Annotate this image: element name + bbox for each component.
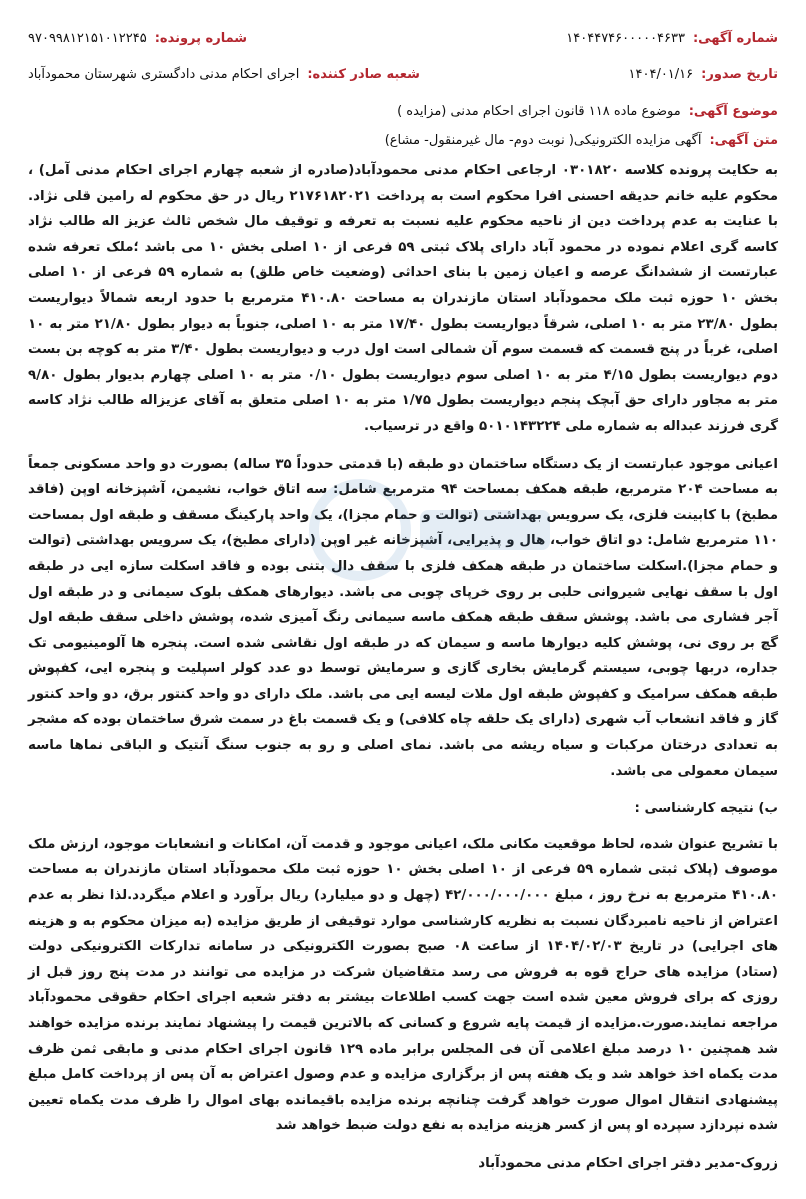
case-number-value: ۹۷۰۹۹۸۱۲۱۵۱۰۱۲۲۴۵ <box>28 30 147 46</box>
branch-label: شعبه صادر کننده: <box>307 66 420 82</box>
notice-body <box>28 158 778 1177</box>
branch-value: اجرای احکام مدنی دادگستری شهرستان محمودآباد <box>28 66 300 82</box>
ad-text-label: متن آگهی: <box>709 133 778 148</box>
subject-label: موضوع آگهی: <box>688 104 778 119</box>
case-number <box>28 31 247 46</box>
result-heading: ب) نتیجه کارشناسی : <box>634 801 778 817</box>
signature: زروک-مدیر دفتر اجرای احکام مدنی محمودآباد <box>478 1155 778 1171</box>
header-row-2 <box>28 62 778 86</box>
header-row-1 <box>28 26 778 50</box>
ad-number-value: ۱۴۰۴۴۷۴۶۰۰۰۰۰۴۶۳۳ <box>566 30 685 46</box>
case-number-label: شماره پرونده: <box>154 30 248 46</box>
subject <box>28 104 778 119</box>
ad-number-label: شماره آگهی: <box>692 30 778 46</box>
ad-text <box>28 133 778 148</box>
paragraph-building: اعیانی موجود عبارتست از یک دستگاه ساختمان دو طبقه (با قدمتی حدوداً ۳۵ ساله) بصورت دو واحد مسکونی جمعاً به مساحت ۲۰۴ مترمربع، طبقه همکف بمساحت ۹۴ مترمربع شامل: سه اتاق خواب، نشیمن، آشپزخانه اوپن (فاقد مطبخ) با کابینت فلزی، یک سرویس بهداشتی (توالت و حمام مجزا)، یک واحد پارکینگ مسقف و طبقه اول بمساحت ۱۱۰ مترمربع شامل: دو اتاق خواب، هال و پذیرایی، آشپزخانه غیر اوپن (دارای مطبخ)، یک سرویس بهداشتی (توالت و حمام مجزا).اسکلت ساختمان در طبقه همکف فلزی با سقف دال بتنی بوده و فاقد اسکلت سازه ایی در طبقه اول با سقف نهایی شیروانی حلبی بر روی خرپای چوبی می باشد. دیوارهای همکف بلوک سیمانی و در طبقه اول آجر فشاری می باشد. پوشش سقف طبقه همکف ماسه سیمانی رنگ آمیزی شده، پوشش داخلی سقف طبقه اول گچ بر روی نی، پوشش کلیه دیوارها ماسه و سیمان که در طبقه اول نقاشی شده است. پنجره ها آلومینیومی تک جداره، دربها چوبی، سیستم گرمایش بخاری گازی و سرمایش توسط دو عدد کولر اسپلیت و پنجره ایی، کفپوش طبقه همکف سرامیک و کفپوش طبقه اول ملات لیسه ایی می باشد. ملک دارای دو واحد کنتور برق، دو واحد کنتور گاز و فاقد انشعاب آب شهری (دارای یک حلقه چاه کلافی) و یک قسمت باغ در سمت شرق ساختمان بوده که مشجر به تعدادی درختان مرکبات و سیاه ریشه می باشد. نمای اصلی و رو به جنوب سنگ آنتیک و الباقی نماها ماسه سیمان معمولی می باشد. <box>28 456 778 779</box>
issuing-branch <box>28 67 420 82</box>
paragraph-result: با تشریح عنوان شده، لحاظ موقعیت مکانی ملک، اعیانی موجود و قدمت آن، امکانات و انشعابات موجود، ارزش ملک موصوف (پلاک ثبتی شماره ۵۹ فرعی از ۱۰ اصلی بخش ۱۰ حوزه ثبت ملک محمودآباد استان مازندران به مساحت ۴۱۰.۸۰ مترمربع به نرخ روز ، مبلغ ۴۲/۰۰۰/۰۰۰/۰۰۰ (چهل و دو میلیارد) ریال برآورد و اعلام میگردد.لذا نظر به عدم اعتراض از ناحیه نامبردگان نسبت به نظریه کارشناسی موارد توقیفی از طریق مزایده (به میزان محکوم به و هزینه های اجرایی) در تاریخ ۱۴۰۴/۰۲/۰۳ از ساعت ۰۸ صبح بصورت الکترونیکی در سامانه تدارکات الکترونیکی دولت (ستاد) مزایده های حراج قوه به فروش می رسد متقاضیان شرکت در مزایده می توانند در مدت پنج روز قبل از روزی که برای فروش معین شده است جهت کسب اطلاعات بیشتر به دفتر شعبه اجرای احکام حقوقی محمودآباد مراجعه نمایند.صورت.مزایده از قیمت پایه شروع و کسانی که بالاترین قیمت را پیشنهاد نمایند برنده مزایده خواهند شد همچنین ۱۰ درصد مبلغ اعلامی آن فی المجلس برابر ماده ۱۲۹ قانون اجرای احکام مدنی و مابقی ثمن ظرف مدت یکماه اخذ خواهد شد و یک هفته پس از برگزاری مزایده و عدم وصول اعتراض به آن پس از پرداخت کامل مبلغ پیشنهادی انتقال اموال صورت خواهد گرفت چنانچه برنده مزایده باقیمانده بهای اموال را ظرف مدت یکماه تعیین شده نپردازد سپرده او پس از کسر هزینه مزایده به نفع دولت ضبط خواهد شد <box>28 836 779 1134</box>
ad-text-value: آگهی مزایده الکترونیکی( نوبت دوم- مال غیرمنقول- مشاع) <box>384 133 702 148</box>
subject-value: موضوع ماده ۱۱۸ قانون اجرای احکام مدنی (مزایده ) <box>397 104 681 119</box>
issue-date-label: تاریخ صدور: <box>701 66 778 82</box>
paragraph-property: به حکایت پرونده کلاسه ۰۳۰۱۸۲۰ ارجاعی احکام مدنی محمودآباد(صادره از شعبه چهارم اجرای احکام مدنی آمل) ، محکوم علیه خانم حدیقه احسنی افرا محکوم است به پرداخت ۲۱۷۶۱۸۲۰۲۱ ریال در حق محکوم له رامین قلی نژاد. با عنایت به عدم پرداخت دین از ناحیه محکوم علیه نسبت به تعرفه و توقیف مال شخص ثالث عزیز اله طالب نژاد کاسه گری اعلام نموده در محمود آباد دارای پلاک ثبتی ۵۹ فرعی از ۱۰ اصلی بخش ۱۰ می باشد ؛ملک تعرفه شده عبارتست از ششدانگ عرصه و اعیان زمین با بنای احداثی (وضعیت خاص طلق) به شماره ۵۹ فرعی از ۱۰ اصلی بخش ۱۰ حوزه ثبت ملک محمودآباد استان مازندران به مساحت ۴۱۰.۸۰ مترمربع با حدود اربعه شمالاً دیواریست بطول ۲۳/۸۰ متر به ۱۰ اصلی، شرقاً دیواریست بطول ۱۷/۴۰ متر به ۱۰ اصلی، جنوباً به دیوار بطول ۲۱/۸۰ متر به ۱۰ اصلی، غرباً در پنج قسمت که قسمت سوم آن شمالی است اول درب و دیواریست بطول ۳/۴۰ متر به کوچه بن بست دوم دیواریست بطول ۴/۱۵ متر به ۱۰ اصلی سوم دیواریست بطول ۰/۱۰ متر به ۱۰ اصلی چهارم بدیوار بطول ۹/۸۰ متر به مجاور دارای حق آبچک پنجم دیواریست بطول ۱/۷۵ متر به ۱۰ اصلی متعلق به آقای عزیزاله طالب نژاد کاسه گری فرزند عبداله به شماره ملی ۵۰۱۰۱۴۳۲۲۴ واقع در ترسیاب. <box>28 163 779 434</box>
issue-date-value: ۱۴۰۴/۰۱/۱۶ <box>628 66 694 82</box>
ad-number <box>566 31 778 46</box>
issue-date <box>629 67 778 82</box>
